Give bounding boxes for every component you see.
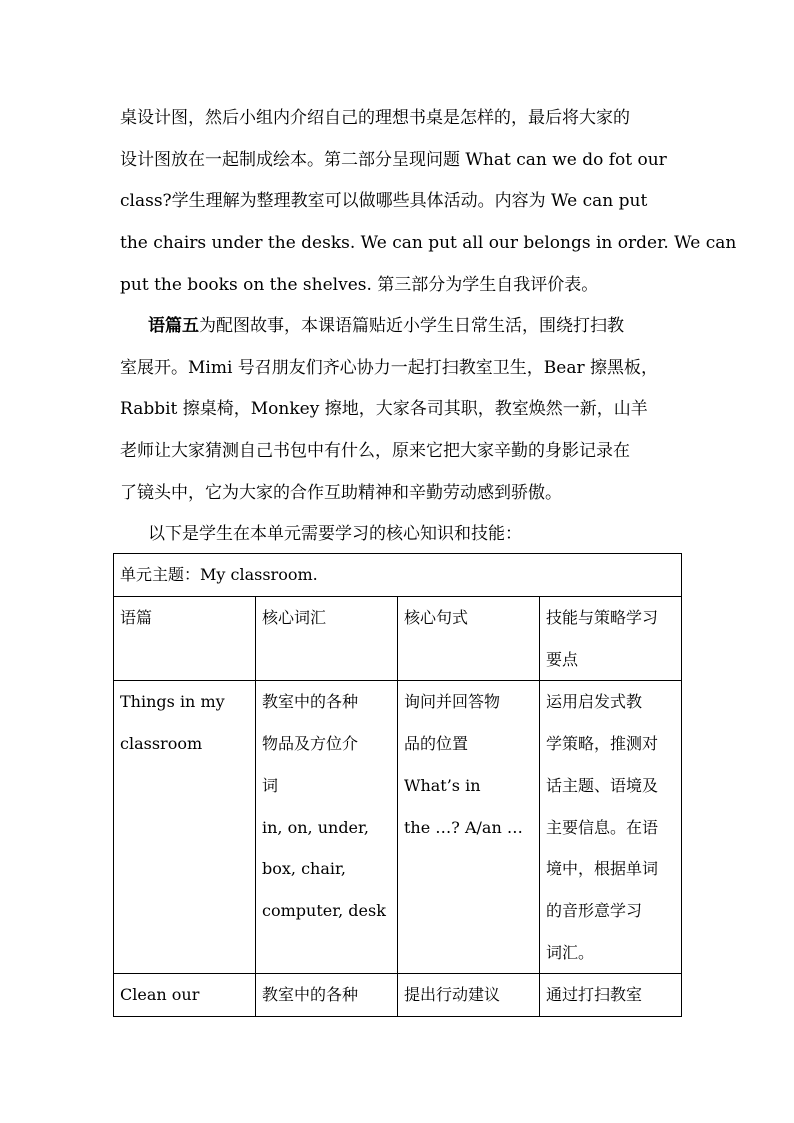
table-cell xyxy=(256,681,398,974)
paragraph-lead: 语篇五 xyxy=(148,316,199,336)
text-line: Rabbit 擦桌椅，Monkey 擦地，大家各司其职，教室焕然一新，山羊 xyxy=(120,399,648,420)
unit-theme: 单元主题：My classroom. xyxy=(120,565,318,584)
header-cell xyxy=(540,597,682,681)
text-line: put the books on the shelves. 第三部分为学生自我评价表。 xyxy=(120,274,599,295)
core-knowledge-table xyxy=(113,553,682,1017)
header-text: 语篇 xyxy=(120,608,153,627)
vocab-line: box, chair, xyxy=(262,859,346,879)
text-line: 室展开。Mimi 号召朋友们齐心协力一起打扫教室卫生，Bear 擦黑板， xyxy=(120,357,659,378)
skills-line: 运用启发式教 xyxy=(546,692,643,712)
sentence-line: 提出行动建议 xyxy=(404,985,501,1005)
header-cell xyxy=(114,597,256,681)
skills-line: 主要信息。在语 xyxy=(546,817,659,837)
table-cell xyxy=(256,974,398,1017)
text-line: 桌设计图，然后小组内介绍自己的理想书桌是怎样的，最后将大家的 xyxy=(120,108,630,128)
skills-line: 学策略，推测对 xyxy=(546,734,659,754)
table-cell xyxy=(398,974,540,1017)
vocab-line: 教室中的各种 xyxy=(262,985,359,1005)
text-line: 设计图放在一起制成绘本。第二部分呈现问题 What can we do fot our xyxy=(120,149,667,170)
paragraph-text: 为配图故事，本课语篇贴近小学生日常生活，围绕打扫教 xyxy=(199,316,624,336)
header-vocab: 核心词汇 xyxy=(262,608,327,627)
text-line: class?学生理解为整理教室可以做哪些具体活动。内容为 We can put xyxy=(120,191,648,212)
table-header-row xyxy=(114,597,682,681)
vocab-line: computer, desk xyxy=(262,900,386,920)
table-cell xyxy=(114,974,256,1017)
header-sentence: 核心句式 xyxy=(404,608,469,627)
vocab-line: in, on, under, xyxy=(262,817,369,837)
sentence-line: 品的位置 xyxy=(404,734,469,754)
table-cell xyxy=(398,681,540,974)
header-cell xyxy=(398,597,540,681)
text-title: Things in my classroom xyxy=(120,692,225,754)
sentence-line: the …? A/an … xyxy=(404,817,523,837)
table-theme-row xyxy=(114,554,682,597)
table-cell xyxy=(114,681,256,974)
header-skills: 技能与策略学习要点 xyxy=(546,608,659,669)
table-cell xyxy=(540,681,682,974)
text-title: Clean our xyxy=(120,985,200,1005)
text-line: the chairs under the desks. We can put all our belongs in order. We can xyxy=(120,233,737,254)
table-cell xyxy=(540,974,682,1017)
table-row xyxy=(114,974,682,1017)
table-row xyxy=(114,681,682,974)
text-line: 老师让大家猜测自己书包中有什么，原来它把大家辛勤的身影记录在 xyxy=(120,441,630,462)
skills-line: 境中，根据单词 xyxy=(546,859,659,879)
skills-line: 通过打扫教室 xyxy=(546,985,643,1005)
skills-line: 词汇。 xyxy=(546,942,595,962)
vocab-line: 教室中的各种 xyxy=(262,692,359,712)
text-line xyxy=(148,316,624,336)
sentence-line: 询问并回答物 xyxy=(404,692,501,712)
sentence-line: What’s in xyxy=(404,775,481,795)
header-cell xyxy=(256,597,398,681)
skills-line: 的音形意学习 xyxy=(546,900,643,920)
vocab-line: 词 xyxy=(262,775,279,795)
skills-line: 话主题、语境及 xyxy=(546,775,659,795)
vocab-line: 物品及方位介 xyxy=(262,734,359,754)
text-line: 以下是学生在本单元需要学习的核心知识和技能： xyxy=(148,524,522,544)
unit-theme-cell xyxy=(114,554,682,597)
text-line: 了镜头中，它为大家的合作互助精神和辛勤劳动感到骄傲。 xyxy=(120,482,562,503)
